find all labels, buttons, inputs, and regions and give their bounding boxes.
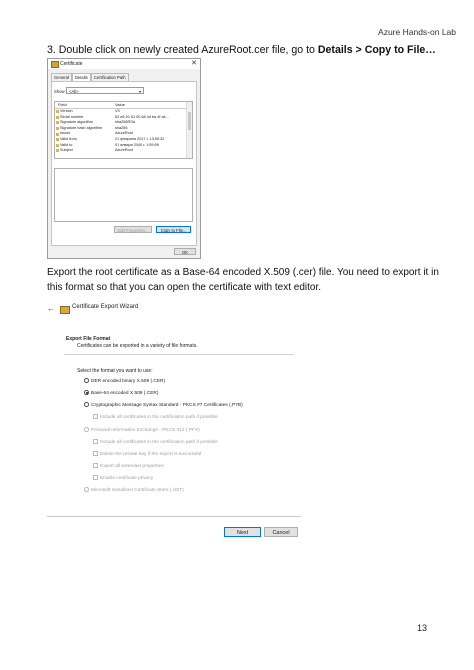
checkbox[interactable]	[93, 475, 98, 480]
chevron-down-icon: ▾	[138, 89, 141, 94]
step-3-bold: Details > Copy to File…	[317, 44, 436, 56]
radio-button[interactable]	[84, 487, 89, 492]
checkbox[interactable]	[93, 414, 98, 419]
field-icon	[56, 133, 59, 136]
copy-to-file-button[interactable]: Copy to File...	[156, 226, 191, 233]
wizard-footer-divider	[47, 516, 301, 517]
table-row[interactable]	[55, 148, 192, 154]
option-pfx-include-all[interactable]	[93, 439, 218, 446]
step-3-instruction	[47, 44, 436, 56]
field-icon	[56, 138, 59, 141]
cert-title-bar	[48, 59, 200, 69]
option-export-extended[interactable]	[93, 463, 164, 470]
export-file-format-title: Export File Format	[66, 336, 111, 342]
option-pkcs7[interactable]	[84, 402, 243, 409]
option-label: Include all certificates in the certification path if possible	[100, 440, 218, 445]
field-name: Serial number	[60, 114, 84, 119]
fields-table[interactable]	[54, 101, 193, 159]
field-icon	[56, 116, 59, 119]
field-name: Version	[60, 109, 73, 113]
field-value: AzureRoot	[115, 131, 133, 136]
divider	[64, 354, 294, 355]
option-label: Cryptographic Message Syntax Standard - PKCS #7 Certificates (.P7B)	[91, 403, 243, 408]
page-number: 13	[416, 623, 427, 633]
option-pkcs7-include-all[interactable]	[93, 414, 218, 421]
field-name: Signature hash algorithm	[60, 125, 103, 130]
tab-general[interactable]: General	[51, 73, 72, 81]
radio-button[interactable]	[84, 402, 89, 407]
field-value: V3	[115, 109, 120, 113]
option-certificate-privacy[interactable]	[93, 475, 153, 482]
field-icon	[56, 149, 59, 152]
radio-button[interactable]	[84, 378, 89, 383]
option-der[interactable]	[84, 378, 165, 385]
option-label: Include all certificates in the certification path if possible	[100, 415, 218, 420]
next-button[interactable]: Next	[224, 527, 261, 537]
wizard-title: Certificate Export Wizard	[72, 304, 139, 310]
checkbox[interactable]	[93, 439, 98, 444]
radio-button[interactable]	[84, 427, 89, 432]
field-name: Valid to	[60, 142, 73, 147]
fields-header	[55, 102, 192, 109]
value-column-header: Value	[115, 102, 125, 107]
field-icon	[56, 110, 59, 113]
option-label: Enable certificate privacy	[100, 476, 154, 481]
option-sst[interactable]	[84, 487, 184, 494]
show-select[interactable]	[66, 87, 144, 94]
field-icon	[56, 144, 59, 147]
field-column-header: Field	[58, 102, 67, 107]
cancel-button[interactable]: Cancel	[264, 527, 298, 537]
show-select-value: <All>	[69, 89, 79, 94]
field-name: Subject	[60, 148, 73, 153]
field-value: sha256	[115, 125, 128, 130]
details-panel	[51, 81, 197, 246]
option-label: Personal Information Exchange - PKCS #12 (.PFX)	[91, 428, 200, 433]
option-pfx[interactable]	[84, 427, 200, 434]
scroll-thumb[interactable]	[188, 112, 191, 130]
option-base64[interactable]	[84, 390, 158, 397]
certificate-dialog	[47, 58, 201, 259]
field-name: Valid from	[60, 136, 77, 141]
close-icon[interactable]: ✕	[191, 60, 197, 67]
certificate-icon	[60, 306, 70, 314]
field-value: 01 января 2040 г. 1:59:59	[115, 142, 159, 147]
option-label: DER encoded binary X.509 (.CER)	[91, 379, 166, 384]
field-icon	[56, 127, 59, 130]
radio-button[interactable]	[84, 390, 89, 395]
field-value: 21 февраля 2017 г. 13:50:32	[115, 136, 165, 141]
select-format-label: Select the format you want to use:	[77, 368, 153, 374]
export-file-format-subtitle: Certificates can be exported in a variety of file formats.	[77, 343, 198, 349]
certificate-icon	[51, 61, 59, 68]
page-header: Azure Hands-on Lab	[378, 27, 456, 37]
field-value: 63 e8 20 61 00 68 4d ba 4f a4...	[115, 114, 169, 119]
option-label: Delete the private key if the export is successful	[100, 452, 202, 457]
edit-properties-button[interactable]: Edit Properties...	[114, 226, 152, 233]
back-arrow-icon[interactable]: ←	[47, 304, 55, 313]
field-value: sha256RSA	[115, 120, 136, 125]
field-name: Issuer	[60, 131, 71, 136]
option-label: Base-64 encoded X.509 (.CER)	[91, 391, 159, 396]
checkbox[interactable]	[93, 451, 98, 456]
tab-details[interactable]: Details	[72, 73, 91, 82]
export-paragraph: Export the root certificate as a Base-64 encoded X.509 (.cer) file. You need to export it in this format so that you can open the certificate with text editor.	[47, 267, 439, 293]
field-detail-box[interactable]	[54, 168, 193, 222]
vertical-scrollbar[interactable]	[186, 102, 192, 158]
checkbox[interactable]	[93, 463, 98, 468]
option-label: Microsoft Serialized Certificate Store (.SST)	[91, 488, 184, 493]
cert-tabs	[51, 73, 129, 81]
cert-title: Certificate	[60, 61, 83, 67]
ok-button[interactable]: OK	[174, 248, 196, 255]
option-delete-private-key[interactable]	[93, 451, 201, 458]
option-label: Export all extended properties	[100, 464, 164, 469]
tab-certification-path[interactable]: Certification Path	[91, 73, 129, 81]
field-value: AzureRoot	[115, 148, 133, 153]
field-name: Signature algorithm	[60, 120, 93, 125]
step-3-text: 3. Double click on newly created AzureRoot.cer file, go to	[47, 44, 318, 56]
show-label: Show:	[54, 89, 66, 94]
field-icon	[56, 121, 59, 124]
